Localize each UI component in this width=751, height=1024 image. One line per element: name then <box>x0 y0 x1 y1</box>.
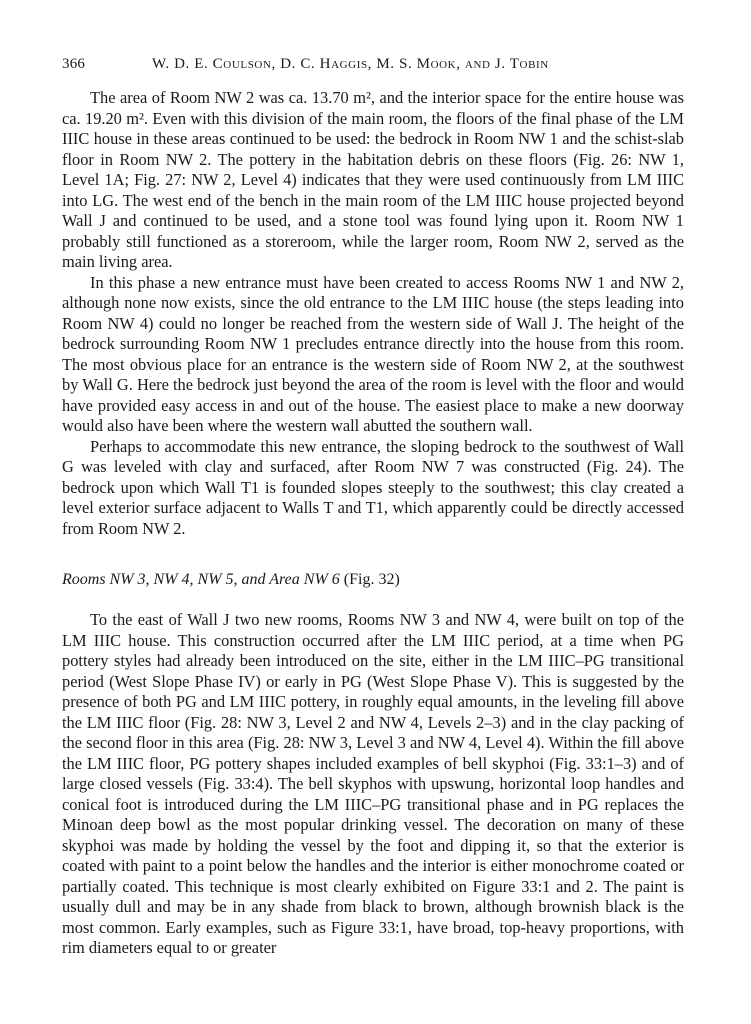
running-head-authors: W. D. E. Coulson, D. C. Haggis, M. S. Mook, and J. Tobin <box>152 56 549 72</box>
document-page <box>62 56 684 959</box>
section-heading <box>62 570 684 590</box>
paragraph: The area of Room NW 2 was ca. 13.70 m², and the interior space for the entire house was ca. 19.20 m². Even with this division of the main room, the floors of the final phase of the LM IIIC house in these areas continued to be used: the bedrock in Room NW 1 and the schist-slab floor in Room NW 2. The pottery in the habitation debris on these floors (Fig. 26: NW 1, Level 1A; Fig. 27: NW 2, Level 4) indicates that they were used continuously from LM IIIC into LG. The west end of the bench in the main room of the LM IIIC house projected beyond Wall J and continued to be used, and a stone tool was found lying upon it. Room NW 1 probably still functioned as a storeroom, while the larger room, Room NW 2, served as the main living area. <box>62 88 684 271</box>
section-heading-title: Rooms NW 3, NW 4, NW 5, and Area NW 6 <box>62 571 340 588</box>
paragraph: Perhaps to accommodate this new entrance, the sloping bedrock to the southwest of Wall G was leveled with clay and surfaced, after Room NW 7 was constructed (Fig. 24). The bedrock upon which Wall T1 is founded slopes steeply to the southwest; this clay created a level exterior surface adjacent to Walls T and T1, which apparently could be directly accessed from Room NW 2. <box>62 436 684 538</box>
section-heading-figure-ref: (Fig. 32) <box>339 571 400 588</box>
body-text <box>62 88 684 959</box>
page-number: 366 <box>62 56 86 72</box>
section-gap <box>62 539 684 570</box>
paragraph: To the east of Wall J two new rooms, Rooms NW 3 and NW 4, were built on top of the LM IIIC house. This construction occurred after the LM IIIC period, at a time when PG pottery styles had already been introduced on the site, either in the LM IIIC–PG transitional period (West Slope Phase IV) or early in PG (West Slope Phase V). This is suggested by the presence of both PG and LM IIIC pottery, in roughly equal amounts, in the leveling fill above the LM IIIC floor (Fig. 28: NW 3, Level 2 and NW 4, Levels 2–3) and in the clay packing of the second floor in this area (Fig. 28: NW 3, Level 3 and NW 4, Level 4). Within the fill above the LM IIIC floor, PG pottery shapes included examples of bell skyphoi (Fig. 33:1–3) and of large closed vessels (Fig. 33:4). The bell skyphos with upswung, horizontal loop handles and conical foot is introduced during the LM IIIC–PG transitional phase and in PG replaces the Minoan deep bowl as the most popular drinking vessel. The decoration on many of these skyphoi was made by holding the vessel by the foot and dipping it, so that the exterior is coated with paint to a point below the handles and the interior is either monochrome coated or partially coated. This technique is most clearly exhibited on Figure 33:1 and 2. The paint is usually dull and may be in any shade from black to brown, although brownish black is the most common. Early examples, such as Figure 33:1, have broad, top-heavy proportions, with rim diameters equal to or greater <box>62 610 684 957</box>
paragraph: In this phase a new entrance must have been created to access Rooms NW 1 and NW 2, although none now exists, since the old entrance to the LM IIIC house (the steps leading into Room NW 4) could no longer be reached from the western side of Wall J. The height of the bedrock surrounding Room NW 1 precludes entrance directly into the house from this room. The most obvious place for an entrance is the western side of Room NW 2, at the southwest by Wall G. Here the bedrock just beyond the area of the room is level with the floor and would have provided easy access in and out of the house. The easiest place to make a new doorway would also have been where the western wall abutted the southern wall. <box>62 272 684 435</box>
running-header <box>62 56 684 80</box>
